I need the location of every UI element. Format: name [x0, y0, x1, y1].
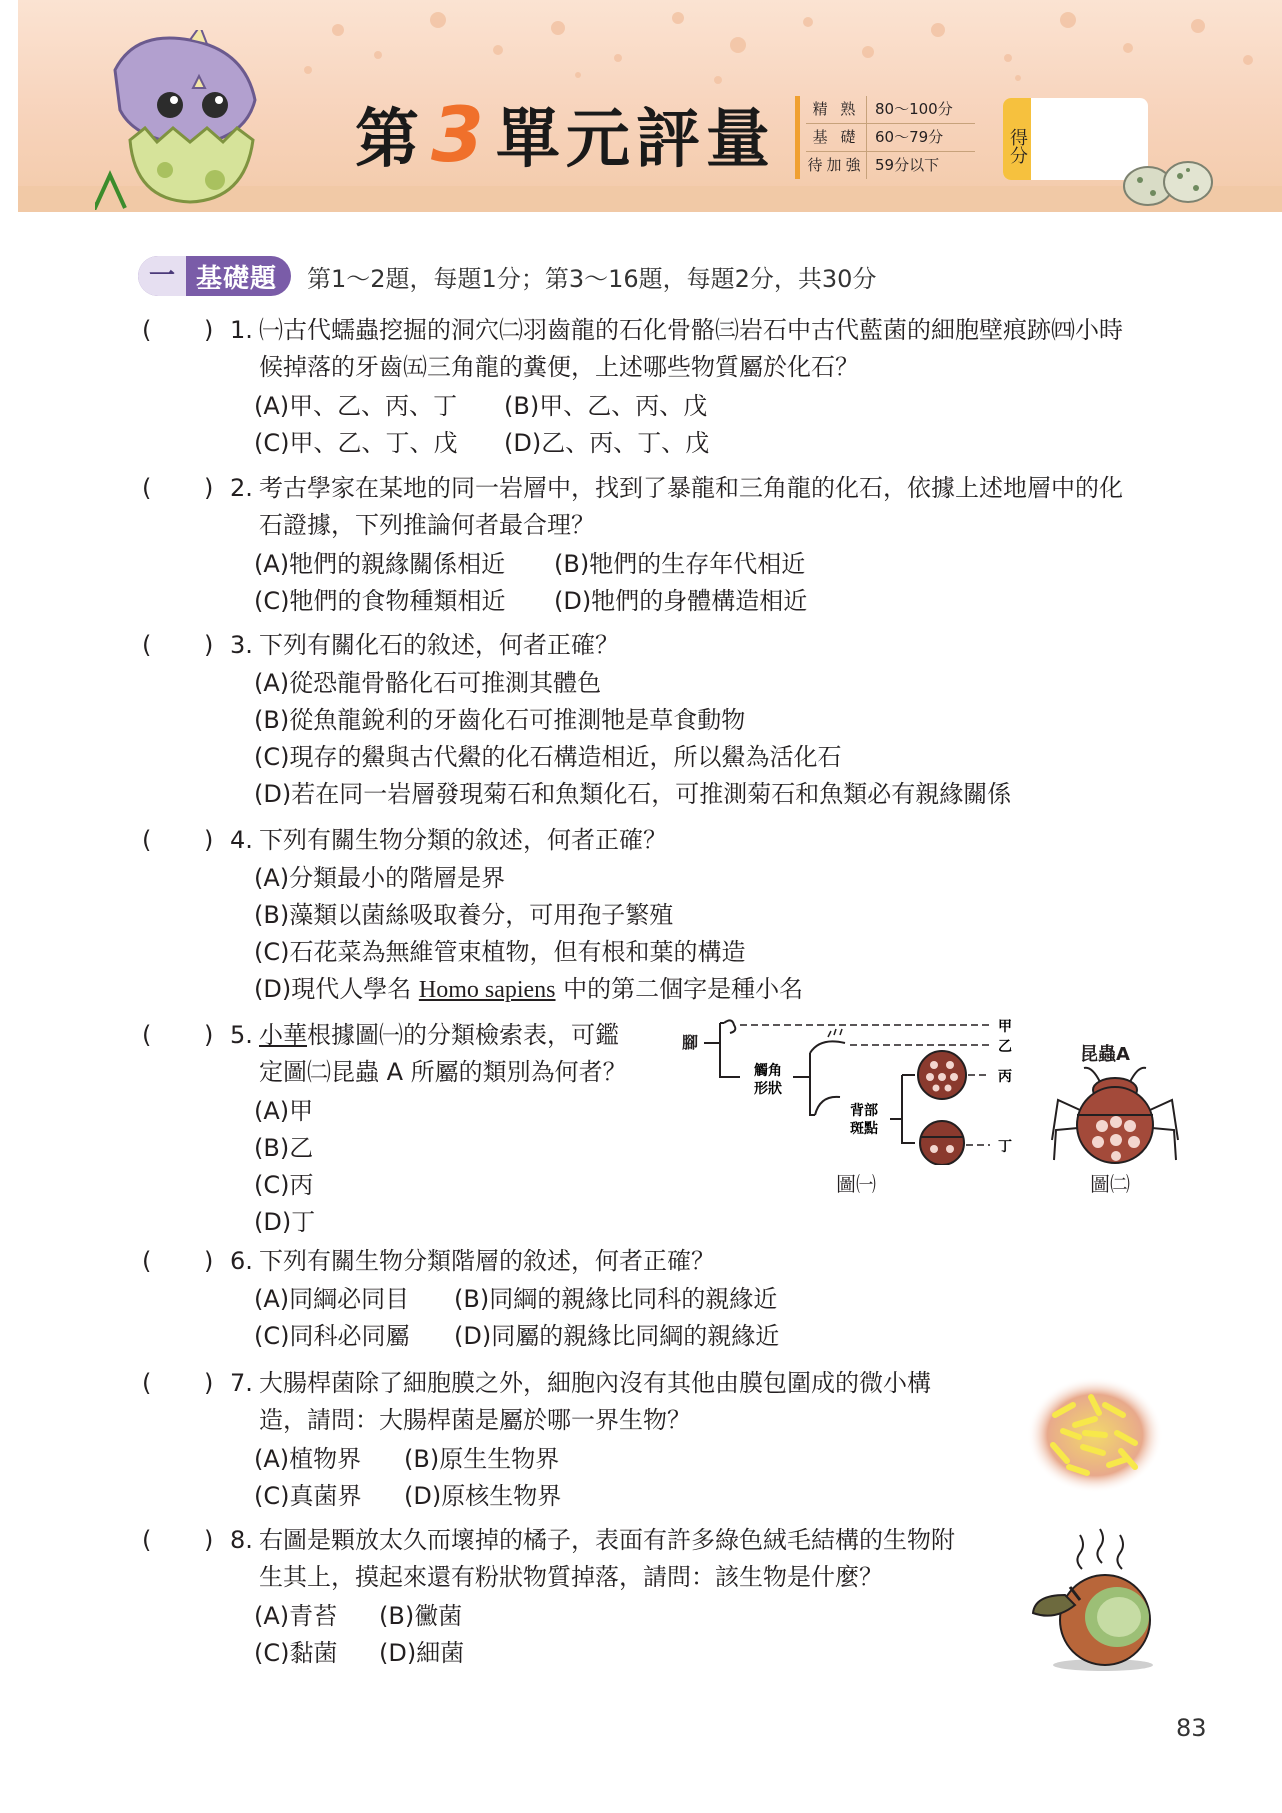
grade-row — [806, 96, 975, 124]
figure-1-caption: 圖㈠ — [836, 1172, 876, 1196]
answer-blank[interactable]: ( ) — [142, 631, 214, 659]
option-c[interactable]: (C)牠們的食物種類相近 — [254, 587, 506, 615]
option-b[interactable]: (B)黴菌 — [379, 1602, 463, 1630]
option-c[interactable]: (C)甲、乙、丁、戊 — [254, 429, 458, 457]
grade-range: 59分以下 — [875, 156, 940, 174]
dinosaur-mascot-icon — [95, 30, 275, 210]
class-ding: 丁 — [998, 1139, 1012, 1155]
answer-blank[interactable]: ( ) — [142, 1247, 214, 1275]
grade-row — [806, 152, 975, 179]
question-number: 3. — [230, 631, 253, 659]
option-c[interactable]: (C)現存的鱟與古代鱟的化石構造相近，所以鱟為活化石 — [254, 743, 842, 771]
question-stem — [259, 470, 1179, 544]
option-c[interactable]: (C)黏菌 — [254, 1639, 338, 1667]
moldy-orange-image — [1025, 1525, 1175, 1675]
grade-range: 60～79分 — [875, 128, 944, 146]
question-stem: 下列有關化石的敘述，何者正確？ — [259, 631, 619, 659]
answer-blank[interactable]: ( ) — [142, 316, 214, 344]
option-d[interactable]: (D)細菌 — [379, 1639, 465, 1667]
option-b[interactable]: (B)同綱的親緣比同科的親緣近 — [454, 1285, 778, 1313]
option-d[interactable]: (D)牠們的身體構造相近 — [554, 587, 808, 615]
answer-blank[interactable]: ( ) — [142, 1021, 214, 1049]
option-c[interactable]: (C)同科必同屬 — [254, 1322, 410, 1350]
answer-blank[interactable]: ( ) — [142, 474, 214, 502]
option-d[interactable]: (D)同屬的親緣比同綱的親緣近 — [454, 1322, 780, 1350]
option-a[interactable]: (A)甲 — [254, 1097, 314, 1125]
option-b[interactable]: (B)牠們的生存年代相近 — [554, 550, 806, 578]
option-d[interactable] — [254, 971, 803, 1009]
section-index: 一 — [138, 256, 186, 296]
question-stem: 下列有關生物分類的敘述，何者正確？ — [259, 826, 667, 854]
title-suffix: 單元評量 — [495, 103, 776, 177]
class-bing: 丙 — [998, 1069, 1012, 1085]
stem-line: 定圖㈡昆蟲 A 所屬的類別為何者？ — [259, 1058, 627, 1086]
question-3 — [142, 627, 1182, 817]
option-b[interactable]: (B)甲、乙、丙、戊 — [504, 392, 708, 420]
option-d[interactable]: (D)乙、丙、丁、戊 — [504, 429, 710, 457]
option-b[interactable]: (B)乙 — [254, 1134, 314, 1162]
option-a[interactable]: (A)同綱必同目 — [254, 1285, 410, 1313]
dinosaur-eggs-icon — [1118, 158, 1218, 208]
section-heading — [138, 256, 876, 296]
key-antenna-label-2: 形狀 — [754, 1081, 782, 1097]
person-name: 小華 — [259, 1021, 307, 1049]
beetle-few-spots-icon — [920, 1121, 964, 1165]
question-number: 2. — [230, 474, 253, 502]
stem-text: 根據圖㈠的分類檢索表，可鑑 — [307, 1021, 619, 1049]
question-number: 8. — [230, 1526, 253, 1554]
stem-line: 石證據，下列推論何者最合理？ — [259, 511, 595, 539]
question-5 — [142, 1017, 1202, 1237]
insect-a-icon — [1050, 1060, 1180, 1170]
option-a[interactable]: (A)甲、乙、丙、丁 — [254, 392, 458, 420]
insect-a-label: 昆蟲A — [1080, 1044, 1130, 1065]
stem-line: ㈠古代蠕蟲挖掘的洞穴㈡羽齒龍的石化骨骼㈢岩石中古代藍菌的細胞壁痕跡㈣小時 — [259, 316, 1123, 344]
section-scoring-note: 第1～2題，每題1分；第3～16題，每題2分，共30分 — [307, 264, 877, 293]
class-jia: 甲 — [998, 1019, 1012, 1035]
grade-level: 精 熟 — [806, 96, 867, 123]
grade-level: 基 礎 — [806, 124, 867, 151]
title-prefix: 第 — [355, 103, 425, 177]
scientific-name: Homo sapiens — [418, 977, 556, 1003]
stem-line: 大腸桿菌除了細胞膜之外，細胞內沒有其他由膜包圍成的微小構 — [259, 1369, 931, 1397]
question-stem — [259, 312, 1179, 386]
option-a[interactable]: (A)牠們的親緣關係相近 — [254, 550, 506, 578]
answer-blank[interactable]: ( ) — [142, 1526, 214, 1554]
option-b[interactable]: (B)原生生物界 — [404, 1445, 560, 1473]
unit-title — [355, 88, 776, 180]
option-a[interactable]: (A)分類最小的階層是界 — [254, 864, 506, 892]
option-c[interactable]: (C)丙 — [254, 1171, 314, 1199]
stem-line — [259, 1017, 679, 1054]
question-number: 1. — [230, 316, 253, 344]
key-spots-label-2: 斑點 — [850, 1121, 878, 1137]
option-d-text-1: (D)現代人學名 — [254, 975, 412, 1003]
question-2 — [142, 470, 1182, 620]
question-stem — [259, 1365, 1019, 1439]
grade-level: 待加強 — [806, 152, 867, 179]
stem-line: 右圖是顆放太久而壞掉的橘子，表面有許多綠色絨毛結構的生物附 — [259, 1526, 955, 1554]
question-stem — [259, 1522, 1049, 1596]
question-number: 4. — [230, 826, 253, 854]
title-number: 3 — [431, 90, 490, 179]
figure-2-caption: 圖㈡ — [1090, 1172, 1130, 1196]
question-4 — [142, 822, 1182, 1012]
option-b[interactable]: (B)從魚龍銳利的牙齒化石可推測牠是草食動物 — [254, 706, 746, 734]
answer-blank[interactable]: ( ) — [142, 826, 214, 854]
grade-table — [795, 96, 975, 179]
page-number: 83 — [1176, 1714, 1207, 1742]
stem-line: 考古學家在某地的同一岩層中，找到了暴龍和三角龍的化石，依據上述地層中的化 — [259, 474, 1123, 502]
score-label: 得分 — [1003, 98, 1031, 180]
option-c[interactable]: (C)石花菜為無維管束植物，但有根和葉的構造 — [254, 938, 746, 966]
classification-key-figure — [680, 1015, 1020, 1165]
class-yi: 乙 — [998, 1039, 1012, 1055]
key-spots-label: 背部 — [850, 1103, 878, 1119]
stem-line: 候掉落的牙齒㈤三角龍的糞便，上述哪些物質屬於化石？ — [259, 353, 859, 381]
option-d-text-2: 中的第二個字是種小名 — [563, 975, 804, 1003]
beetle-many-spots-icon — [918, 1051, 966, 1099]
stem-line: 生其上，摸起來還有粉狀物質掉落，請問：該生物是什麼？ — [259, 1563, 883, 1591]
section-name: 基礎題 — [196, 263, 278, 294]
option-a[interactable]: (A)植物界 — [254, 1445, 362, 1473]
option-a[interactable]: (A)從恐龍骨骼化石可推測其體色 — [254, 669, 602, 697]
question-stem: 下列有關生物分類階層的敘述，何者正確？ — [259, 1247, 715, 1275]
ecoli-bacteria-image — [1025, 1375, 1165, 1495]
key-antenna-label: 觸角 — [754, 1063, 782, 1079]
option-c[interactable]: (C)真菌界 — [254, 1482, 362, 1510]
grade-range: 80～100分 — [875, 100, 953, 118]
option-d[interactable]: (D)若在同一岩層發現菊石和魚類化石，可推測菊石和魚類必有親緣關係 — [254, 780, 1012, 808]
option-d[interactable]: (D)原核生物界 — [404, 1482, 562, 1510]
answer-blank[interactable]: ( ) — [142, 1369, 214, 1397]
option-b[interactable]: (B)藻類以菌絲吸取養分，可用孢子繁殖 — [254, 901, 674, 929]
key-leg-label: 腳 — [682, 1033, 699, 1052]
stem-line: 造，請問：大腸桿菌是屬於哪一界生物？ — [259, 1406, 691, 1434]
question-6 — [142, 1243, 1182, 1358]
section-pill — [138, 256, 291, 296]
grade-row — [806, 124, 975, 152]
question-number: 6. — [230, 1247, 253, 1275]
question-1 — [142, 312, 1182, 462]
option-a[interactable]: (A)青苔 — [254, 1602, 338, 1630]
question-number: 5. — [230, 1021, 253, 1049]
question-number: 7. — [230, 1369, 253, 1397]
question-stem — [259, 1017, 679, 1091]
option-d[interactable]: (D)丁 — [254, 1208, 316, 1236]
